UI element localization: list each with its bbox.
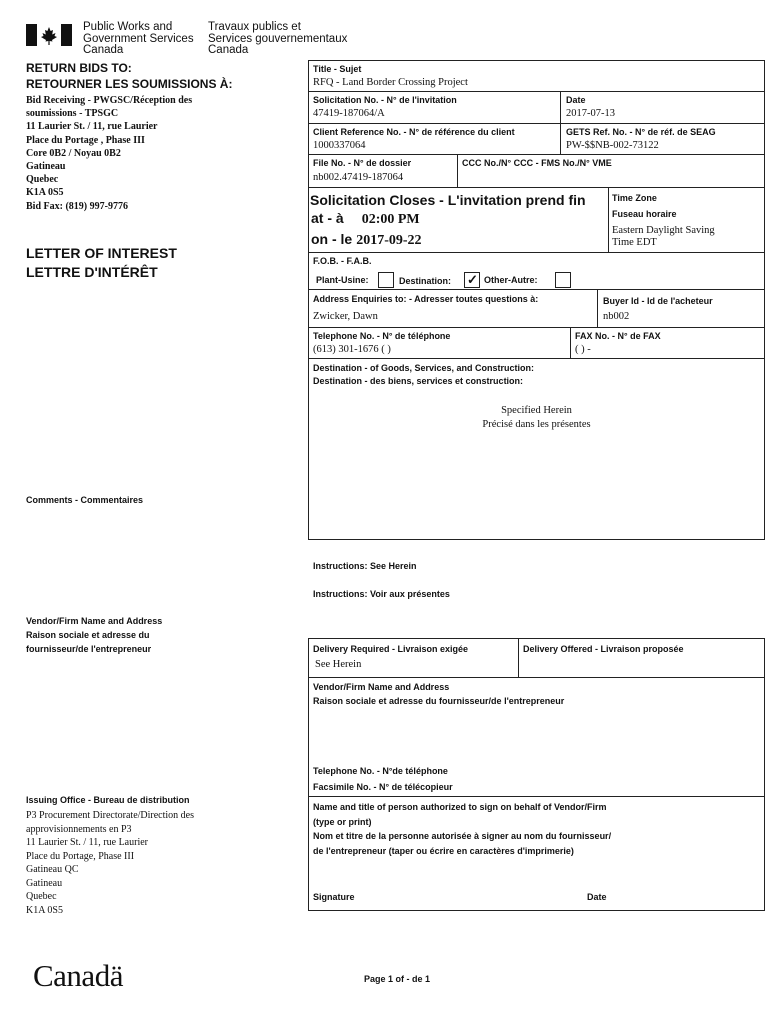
date-label: Date (566, 95, 586, 105)
page-number: Page 1 of - de 1 (364, 974, 431, 984)
instructions-en: Instructions: See Herein (313, 561, 417, 571)
client-reference-label: Client Reference No. - N° de référence du client (313, 127, 515, 137)
fax-label: FAX No. - N° de FAX (575, 331, 661, 341)
signature-label: Signature (313, 892, 355, 902)
vendor-telephone-label: Telephone No. - N°de téléphone (313, 766, 448, 776)
closing-date: on - le 2017-09-22 (311, 231, 422, 248)
bid-receiving-address: Bid Receiving - PWGSC/Réception des soumissions - TPSGC 11 Laurier St. / 11, rue Laurier Place du Portage , Phase III Core 0B2 / Noyau 0B2 Gatineau Quebec K1A 0S5 Bid Fax: (819) 997-9776 (26, 95, 193, 212)
client-reference-value: 1000337064 (313, 140, 366, 151)
comments-label: Comments - Commentaires (26, 495, 144, 505)
department-name-english: Public Works and Government Services Canada (83, 21, 194, 56)
ccc-number-label: CCC No./N° CCC - FMS No./N° VME (462, 158, 612, 168)
title-value: RFQ - Land Border Crossing Project (313, 77, 468, 88)
vendor-name-address-label: Vendor/Firm Name and Address Raison sociale et adresse du fournisseur/de l'entrepreneur (26, 616, 163, 654)
destination-checkbox[interactable] (464, 272, 480, 288)
authorized-person-label: Name and title of person authorized to sign on behalf of Vendor/Firm (type or print) Nom et titre de la personne autorisée à signer au nom du fournisseur/ de l'entrepreneur (taper ou écrire en caractères d'imprimerie) (313, 802, 612, 856)
telephone-label: Telephone No. - N° de téléphone (313, 331, 451, 341)
gets-reference-label: GETS Ref. No. - N° de réf. de SEAG (566, 127, 716, 137)
delivery-required-value: See Herein (315, 659, 362, 670)
instructions-fr: Instructions: Voir aux présentes (313, 589, 450, 599)
return-bids-title-fr: RETOURNER LES SOUMISSIONS À: (26, 77, 233, 91)
specified-herein-en: Specified Herein (501, 405, 572, 416)
time-zone-label: Time Zone (612, 193, 657, 203)
document-title-fr: LETTRE D'INTÉRÊT (26, 264, 158, 280)
specified-herein-fr: Précisé dans les présentes (482, 419, 591, 430)
government-flag-logo (26, 24, 72, 46)
solicitation-number-label: Solicitation No. - N° de l'invitation (313, 95, 457, 105)
closing-time: at - à 02:00 PM (311, 210, 420, 227)
solicitation-closes-heading: Solicitation Closes - L'invitation prend fin (310, 192, 586, 208)
destination-goods-label-fr: Destination - des biens, services et construction: (313, 376, 524, 386)
fob-label: F.O.B. - F.A.B. (313, 256, 372, 266)
authorized-person-field[interactable] (310, 858, 763, 886)
date-value: 2017-07-13 (566, 108, 615, 119)
other-autre-checkbox[interactable] (555, 272, 571, 288)
issuing-office-label: Issuing Office - Bureau de distribution (26, 795, 190, 805)
buyer-id-value: nb002 (603, 311, 630, 322)
file-number-label: File No. - N° de dossier (313, 158, 412, 168)
canada-wordmark-logo: Canadä (33, 958, 123, 993)
delivery-offered-field[interactable] (520, 657, 763, 675)
fuseau-horaire-label: Fuseau horaire (612, 209, 677, 219)
plant-usine-checkbox[interactable] (378, 272, 394, 288)
title-label: Title - Sujet (313, 64, 362, 74)
vendor-label-fr: Raison sociale et adresse du fournisseur/de l'entrepreneur (313, 696, 565, 706)
delivery-required-label: Delivery Required - Livraison exigée (313, 644, 469, 654)
vendor-facsimile-label: Facsimile No. - N° de télécopieur (313, 782, 453, 792)
solicitation-number-value: 47419-187064/A (313, 108, 385, 119)
gets-reference-value: PW-$$NB-002-73122 (566, 140, 659, 151)
time-zone-value: Eastern Daylight Saving Time EDT (612, 225, 715, 248)
signature-date-label: Date (587, 892, 607, 902)
plant-usine-label: Plant-Usine: (316, 275, 369, 285)
issuing-office-address: P3 Procurement Directorate/Direction des approvisionnements en P3 11 Laurier St. / 11, rue Laurier Place du Portage, Phase III Gatineau QC Gatineau Quebec K1A 0S5 (26, 810, 194, 916)
fax-value: ( ) - (575, 344, 591, 355)
address-enquiries-value: Zwicker, Dawn (313, 311, 378, 322)
address-enquiries-label: Address Enquiries to: - Adresser toutes questions à: (313, 294, 539, 304)
destination-label: Destination: (399, 276, 452, 286)
check-mark-icon: ✓ (467, 272, 478, 287)
destination-goods-label-en: Destination - of Goods, Services, and Construction: (313, 363, 535, 373)
other-autre-label: Other-Autre: (484, 275, 538, 285)
vendor-name-address-field[interactable] (310, 710, 763, 762)
delivery-offered-label: Delivery Offered - Livraison proposée (523, 644, 684, 654)
vendor-label-en: Vendor/Firm Name and Address (313, 682, 450, 692)
file-number-value: nb002.47419-187064 (313, 172, 404, 183)
telephone-value: (613) 301-1676 ( ) (313, 344, 391, 355)
buyer-id-label: Buyer Id - Id de l'acheteur (603, 296, 713, 306)
return-bids-title-en: RETURN BIDS TO: (26, 61, 132, 75)
department-name-french: Travaux publics et Services gouvernementaux Canada (208, 21, 348, 56)
document-title-en: LETTER OF INTEREST (26, 245, 177, 261)
